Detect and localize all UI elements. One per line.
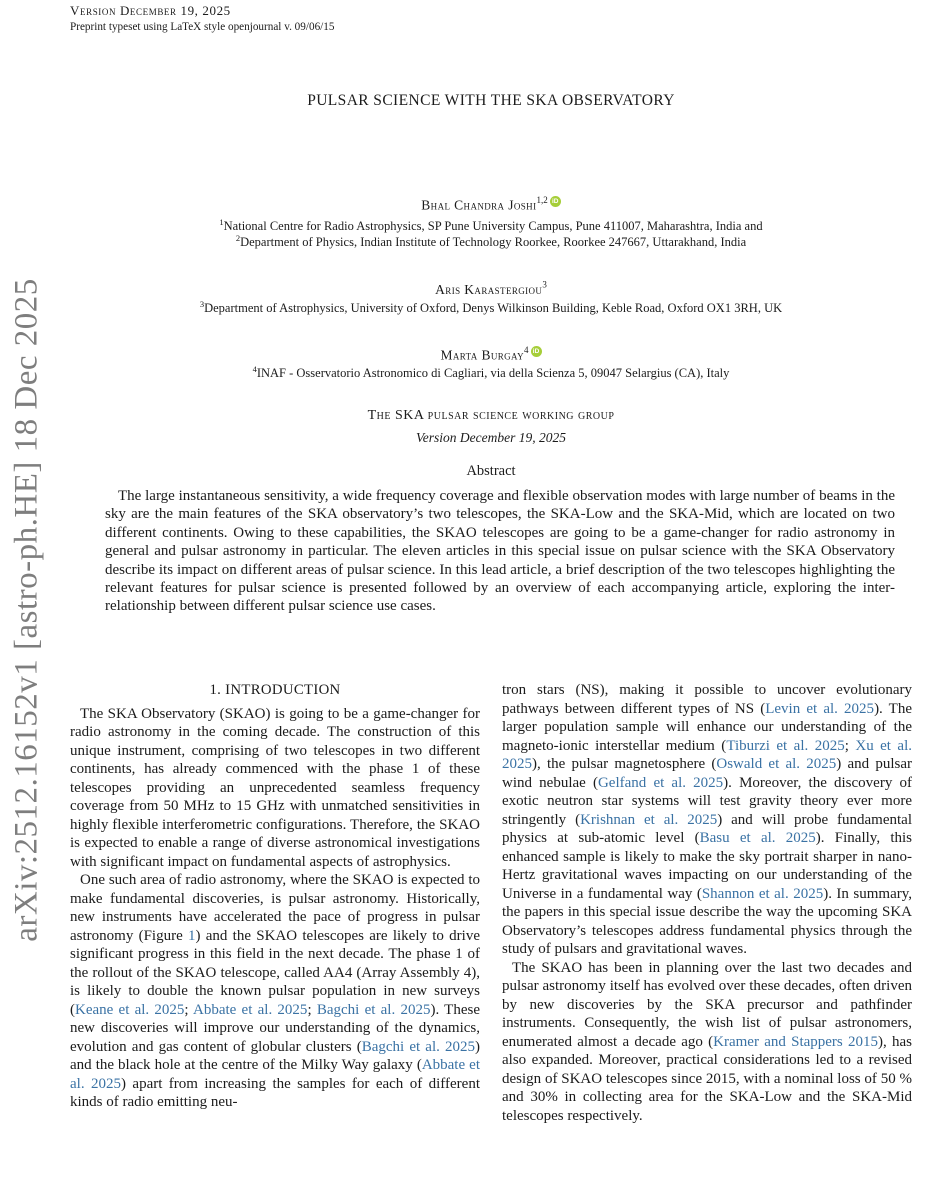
text-run: The SKA Observatory (SKAO) is going to be a game-changer for radio astronomy in the coming decade. The construction of this unique instrument, comprising of two telescopes in two different continents, has already commenced with the phase 1 of these telescopes providing an unprecedented seamless frequency coverage from 50 MHz to 15 GHz with unmatched sensitivities in highly flexible interferometric configurations. Therefore, the SKAO is expected to enable a range of diverse astronomical investigations with significant impact on fundamental aspects of astrophysics. <box>70 705 480 870</box>
author-block-3 <box>70 346 912 364</box>
citation-link[interactable]: Basu et al. 2025 <box>699 830 816 846</box>
paragraph <box>502 959 912 1126</box>
author-name: Bhal Chandra Joshi <box>421 197 537 213</box>
author-block-2 <box>70 281 912 299</box>
text-run: ). In summary, the papers in this special issue describe the way the upcoming SKA Observatory’s telescopes address fundamental physics through the study of pulsars and gravitational waves. <box>502 885 913 957</box>
citation-link[interactable]: Keane et al. 2025 <box>75 1001 185 1018</box>
citation-link[interactable]: Bagchi et al. 2025 <box>361 1038 475 1055</box>
citation-link[interactable]: Tiburzi et al. 2025 <box>726 737 845 754</box>
typeset-line: Preprint typeset using LaTeX style openjournal v. 09/06/15 <box>70 21 335 33</box>
citation-link[interactable]: Xu et al. 2025 <box>502 737 913 772</box>
text-run: ; <box>184 1001 193 1018</box>
affiliation-line <box>70 216 912 234</box>
text-run: ), the pulsar magnetosphere ( <box>532 756 717 772</box>
citation-link[interactable]: Krishnan et al. 2025 <box>580 811 718 828</box>
text-run: One such area of radio astronomy, where the SKAO is expected to make fundamental discoveries, is pulsar astronomy. Historically, new instruments have accelerated the pace of progress in pulsar astronomy (Figure <box>70 872 480 944</box>
author-sup: 4 <box>524 345 529 355</box>
abstract-heading: Abstract <box>466 463 516 479</box>
text-run: The SKAO has been in planning over the last two decades and pulsar astronomy itself has evolved over these decades, often driven by new discoveries by the SKA precursor and pathfinder instruments. Consequently, the wish list of pulsar astronomers, enumerated almost a decade ago ( <box>502 959 912 1050</box>
affiliation-text: Department of Astrophysics, University of Oxford, Denys Wilkinson Building, Keble Road, Oxford OX1 3RH, UK <box>204 301 783 315</box>
paragraph <box>70 871 480 1112</box>
affiliation-line <box>70 363 912 381</box>
text-run: ) apart from increasing the samples for each of different kinds of radio emitting neu- <box>70 1075 480 1110</box>
column-right <box>502 681 912 1125</box>
paper-title: PULSAR SCIENCE WITH THE SKA OBSERVATORY <box>307 92 675 109</box>
citation-link[interactable]: Shannon et al. 2025 <box>701 885 824 902</box>
affiliation-line <box>70 232 912 250</box>
abstract-text: The large instantaneous sensitivity, a wide frequency coverage and flexible observation modes with large number of beams in the sky are the main features of the SKA observatory’s two telescopes, the SKA-Low and the SKA-Mid, which are located on two different continents. Owing to these capabilities, the SKAO telescopes are going to be a game-changer for radio astronomy in general and pulsar astronomy in particular. The eleven articles in this special issue on pulsar science with the SKA Observatory describe its impact on different areas of pulsar science. In this lead article, a brief description of the two telescopes highlighting the relevant features for pulsar science is presented followed by an overview of each accompanying article, exploring the inter-relationship between different pulsar science use cases. <box>105 488 895 615</box>
affiliation-text: National Centre for Radio Astrophysics, SP Pune University Campus, Pune 411007, Maharashtra, India and <box>223 219 763 233</box>
citation-link[interactable]: Gelfand et al. 2025 <box>597 774 724 791</box>
author-name: Marta Burgay <box>440 347 525 363</box>
affiliation-sup: 3 <box>199 298 205 309</box>
orcid-icon[interactable]: iD <box>531 346 542 357</box>
orcid-icon[interactable]: iD <box>550 196 561 207</box>
text-run: ). Moreover, the discovery of exotic neutron star systems will test gravity theory ever more stringently ( <box>502 774 912 828</box>
citation-link[interactable]: Bagchi et al. 2025 <box>316 1001 431 1018</box>
text-run: ) and the SKAO telescopes are likely to drive significant progress in this field in the next decade. The phase 1 of the rollout of the SKAO telescope, called AA4 (Array Assembly 4), is likely to double the known pulsar population in new surveys ( <box>70 927 481 1018</box>
citation-link[interactable]: Levin et al. 2025 <box>765 700 875 717</box>
text-run: ), has also expanded. Moreover, practical considerations led to a revised design of SKAO telescopes since 2015, with a nominal loss of 50 % and 30% in collecting area for the SKA-Low and the SKA-Mid telescopes respectively. <box>502 1033 913 1124</box>
text-run: ). Finally, this enhanced sample is likely to make the sky portrait sharper in nano-Hertz gravitational waves impacting on our understanding of the Universe in a fundamental way ( <box>502 830 912 902</box>
affiliation-text: Department of Physics, Indian Institute of Technology Roorkee, Roorkee 247667, Uttarakhand, India <box>240 235 747 249</box>
citation-link[interactable]: Oswald et al. 2025 <box>716 756 837 772</box>
paragraph <box>502 681 912 959</box>
affiliation-text: INAF - Osservatorio Astronomico di Cagliari, via della Scienza 5, 09047 Selargius (CA), Italy <box>256 366 730 380</box>
text-run: ). The larger population sample will enhance our understanding of the magneto-ionic interstellar medium ( <box>502 700 913 754</box>
affiliation-sup: 2 <box>235 232 241 243</box>
section-heading: 1. INTRODUCTION <box>209 682 341 698</box>
preprint-header <box>70 3 334 33</box>
text-run: ; <box>307 1001 317 1018</box>
author-sup: 3 <box>542 279 547 290</box>
text-run: ) and the black hole at the centre of the Milky Way galaxy ( <box>70 1038 480 1073</box>
text-run: ) and will probe fundamental physics at sub-atomic level ( <box>502 811 912 846</box>
paragraph <box>70 705 480 872</box>
author-name: Aris Karastergiou <box>435 282 543 297</box>
text-run: ; <box>844 737 856 754</box>
citation-link[interactable]: Abbate et al. 2025 <box>70 1057 480 1092</box>
author-block-1 <box>70 196 912 214</box>
affiliation-line <box>70 298 912 316</box>
collaboration-line: The SKA pulsar science working group <box>367 408 615 423</box>
arxiv-watermark: arXiv:2512.16152v1 [astro-ph.HE] 18 Dec 2025 <box>8 278 45 942</box>
author-sup: 1,2 <box>536 195 548 205</box>
citation-link[interactable]: 1 <box>188 927 196 944</box>
column-left <box>70 681 480 1112</box>
affiliation-sup: 4 <box>252 363 257 374</box>
affiliation-sup: 1 <box>219 216 224 227</box>
citation-link[interactable]: Abbate et al. 2025 <box>193 1001 308 1018</box>
text-run: ) and pulsar wind nebulae ( <box>502 756 913 791</box>
version-line: Version December 19, 2025 <box>70 3 231 18</box>
text-run: ). These new discoveries will improve our understanding of the dynamics, evolution and gas content of globular clusters ( <box>70 1001 480 1055</box>
version-date-line: Version December 19, 2025 <box>416 430 566 445</box>
citation-link[interactable]: Kramer and Stappers 2015 <box>713 1033 879 1050</box>
text-run: tron stars (NS), making it possible to uncover evolutionary pathways between different types of NS ( <box>502 682 912 717</box>
